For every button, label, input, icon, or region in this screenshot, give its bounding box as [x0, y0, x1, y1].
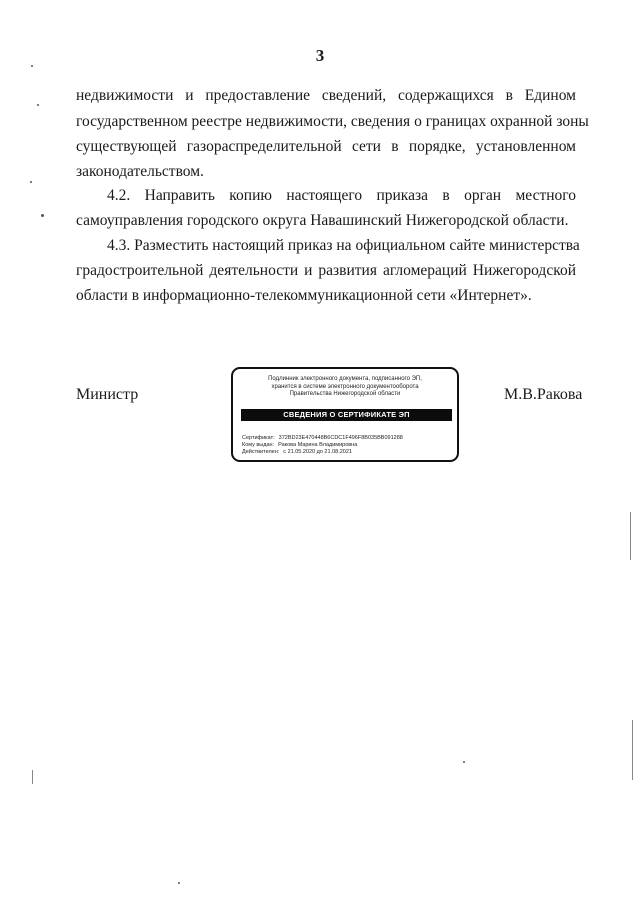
- body-text-line: градостроительной деятельности и развития агломераций Нижегородской: [76, 262, 576, 279]
- scan-speck: [41, 214, 44, 217]
- scan-speck: [30, 181, 32, 183]
- scan-speck: [37, 104, 39, 106]
- certificate-row: [242, 435, 403, 442]
- scan-edge-line: [632, 720, 633, 780]
- body-text-line: законодательством.: [76, 163, 204, 180]
- scan-edge-line: [630, 512, 631, 560]
- scan-speck: [463, 761, 465, 763]
- body-text-line: государственном реестре недвижимости, сведения о границах охранной зоны: [76, 113, 589, 130]
- valid-row: [242, 449, 403, 456]
- body-text-line: самоуправления городского округа Навашинский Нижегородской области.: [76, 212, 569, 229]
- issued-to-value: Ракова Марина Владимировна: [278, 442, 358, 448]
- valid-value: с 21.05.2020 до 21.08.2021: [283, 449, 352, 455]
- page-number: 3: [315, 46, 325, 65]
- body-text-line: существующей газораспределительной сети в порядке, установленном: [76, 138, 576, 155]
- stamp-header-line: Подлинник электронного документа, подписанного ЭП,: [268, 376, 422, 382]
- paragraph-4-2-first-line: 4.2. Направить копию настоящего приказа в орган местного: [107, 187, 576, 204]
- certificate-label: Сертификат:: [242, 435, 275, 441]
- scan-speck: [178, 882, 180, 884]
- body-text-line: недвижимости и предоставление сведений, содержащихся в Едином: [76, 87, 576, 104]
- stamp-header-line: хранится в системе электронного документооборота: [271, 383, 419, 390]
- paragraph-4-3-first-line: 4.3. Разместить настоящий приказ на официальном сайте министерства: [107, 237, 580, 254]
- issued-to-row: [242, 442, 403, 449]
- stamp-title-bar: СВЕДЕНИЯ О СЕРТИФИКАТЕ ЭП: [241, 409, 452, 421]
- signatory-name: М.В.Ракова: [504, 386, 583, 403]
- stamp-header-line: Правительства Нижегородской области: [289, 391, 401, 397]
- scan-speck: [31, 65, 33, 67]
- signatory-position: Министр: [76, 386, 139, 403]
- body-text-line: области в информационно-телекоммуникационной сети «Интернет».: [76, 287, 532, 304]
- valid-label: Действителен:: [242, 449, 280, 455]
- issued-to-label: Кому выдан:: [242, 442, 275, 448]
- scan-edge-line: [32, 770, 33, 784]
- stamp-details: [242, 435, 403, 456]
- electronic-signature-stamp: [231, 367, 459, 462]
- certificate-value: 372BD23E470448B6CDC1F496F8B035BB091288: [278, 435, 403, 441]
- stamp-header: [233, 376, 457, 399]
